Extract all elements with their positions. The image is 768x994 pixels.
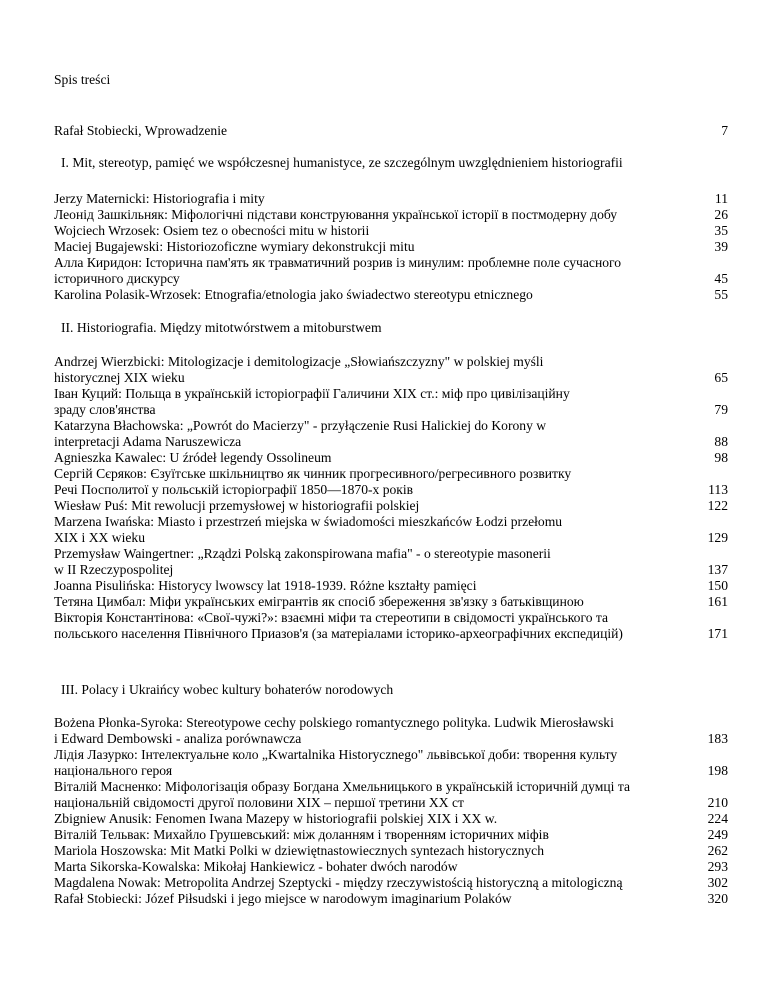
toc-entry: [54, 875, 728, 891]
toc-entry-row: [54, 875, 728, 891]
toc-entry-row: [54, 827, 728, 843]
toc-entry-title: Bożena Płonka-Syroka: Stereotypowe cechy polskiego romantycznego polityka. Ludwik Mierosławski: [54, 715, 614, 730]
toc-entry-row: [54, 859, 728, 875]
toc-entry-title: Maciej Bugajewski: Historiozoficzne wymiary dekonstrukcji mitu: [54, 239, 415, 254]
toc-entry-page: 129: [707, 530, 728, 545]
toc-entry: [54, 386, 728, 418]
toc-entry-page: 35: [714, 223, 728, 238]
toc-entry-row: [54, 207, 728, 223]
toc-entry: [54, 191, 728, 207]
toc-entry: [54, 715, 728, 747]
toc-entry-title: Joanna Pisulińska: Historycy lwowscy lat 1918-1939. Różne kształty pamięci: [54, 578, 477, 593]
toc-entry-page: 55: [714, 287, 728, 302]
toc-entry: [54, 811, 728, 827]
toc-entry: [54, 450, 728, 466]
toc-entry-page: 183: [707, 731, 728, 746]
toc-entry-row: [54, 223, 728, 239]
toc-entry: [54, 747, 728, 779]
toc-entry-row: [54, 843, 728, 859]
toc-entry-row: [54, 731, 728, 747]
page-title: Spis treści: [54, 72, 111, 87]
toc-entry-title: Mariola Hoszowska: Mit Matki Polki w dziewiętnastowiecznych syntezach historycznych: [54, 843, 545, 858]
section-1-entries: [54, 191, 728, 303]
toc-entry-page: 171: [707, 626, 728, 641]
toc-entry-page: 302: [707, 875, 728, 890]
toc-entry-title: Wiesław Puś: Mit rewolucji przemysłowej w historiografii polskiej: [54, 498, 420, 513]
toc-entry: [54, 610, 728, 642]
toc-entry-row: [54, 370, 728, 386]
toc-entry-title: Rafał Stobiecki: Józef Piłsudski i jego miejsce w narodowym imaginarium Polaków: [54, 891, 512, 906]
toc-entry: [54, 859, 728, 875]
toc-entry-page: 26: [714, 207, 728, 222]
toc-entry-page: 293: [707, 859, 728, 874]
toc-entry-title: Magdalena Nowak: Metropolita Andrzej Szeptycki - między rzeczywistością historyczną a mitologiczną: [54, 875, 623, 890]
toc-entry-page: 98: [714, 450, 728, 465]
toc-entry-title: Przemysław Waingertner: „Rządzi Polską zakonspirowana mafia" - o stereotypie masonerii: [54, 546, 551, 561]
toc-entry-title: Zbigniew Anusik: Fenomen Iwana Mazepy w historiografii polskiej XIX i XX w.: [54, 811, 498, 826]
toc-entry-page: 113: [708, 482, 728, 497]
toc-entry-title: historycznej XIX wieku: [54, 370, 185, 385]
toc-entry-page: 11: [714, 191, 728, 206]
toc-entry: [54, 546, 728, 578]
toc-entry-row: [54, 402, 728, 418]
toc-entry-page: 122: [707, 498, 728, 513]
toc-entry-page: 262: [707, 843, 728, 858]
toc-entry-row: [54, 287, 728, 303]
toc-entry-title: Agnieszka Kawalec: U źródeł legendy Ossolineum: [54, 450, 332, 465]
toc-entry-title: Karolina Polasik-Wrzosek: Etnografia/etnologia jako świadectwo stereotypu etnicznego: [54, 287, 533, 302]
toc-entry-title: Marta Sikorska-Kowalska: Mikołaj Hankiewicz - bohater dwóch narodów: [54, 859, 458, 874]
toc-entry: [54, 594, 728, 610]
toc-entry-title: Тетяна Цимбал: Міфи українських емігрантів як спосіб збереження зв'язку з батьківщиною: [54, 594, 584, 609]
toc-entry-title: зраду слов'янства: [54, 402, 156, 417]
toc-entry-row: [54, 271, 728, 287]
toc-entry: [54, 223, 728, 239]
toc-entry: [54, 498, 728, 514]
toc-entry-row: [54, 578, 728, 594]
toc-entry-row: [54, 498, 728, 514]
toc-entry-title: Jerzy Maternicki: Historiografia i mity: [54, 191, 265, 206]
toc-entry-title: w II Rzeczypospolitej: [54, 562, 174, 577]
section-3-entries: [54, 715, 728, 907]
toc-entry-title: i Edward Dembowski - analiza porównawcza: [54, 731, 302, 746]
toc-entry-title: Іван Куций: Польща в українській історіографії Галичини XIX ст.: міф про цивілізаційну: [54, 386, 570, 401]
toc-entry: [54, 466, 728, 498]
toc-entry-page: 161: [707, 594, 728, 609]
toc-entry-row: [54, 811, 728, 827]
toc-entry-title: Rafał Stobiecki, Wprowadzenie: [54, 123, 228, 138]
toc-entry-row: [54, 434, 728, 450]
toc-entry: [54, 287, 728, 303]
section-heading-3: III. Polacy i Ukraińcy wobec kultury bohaterów norodowych: [61, 682, 394, 697]
toc-entry-title: Сергій Сєряков: Єзуїтське шкільництво як чинник прогресивного/регресивного розвитку: [54, 466, 572, 481]
toc-entry: [54, 779, 728, 811]
toc-entry-title: національного героя: [54, 763, 173, 778]
toc-entry-page: 320: [707, 891, 728, 906]
toc-entry-title: interpretacji Adama Naruszewicza: [54, 434, 242, 449]
toc-entry: [54, 843, 728, 859]
toc-entry-page: 150: [707, 578, 728, 593]
toc-entry-page: 224: [707, 811, 728, 826]
toc-entry-page: 210: [707, 795, 728, 810]
toc-entry-row: [54, 795, 728, 811]
toc-entry-row: [54, 482, 728, 498]
toc-entry: [54, 239, 728, 255]
toc-entry-row: [54, 450, 728, 466]
toc-entry-row: [54, 626, 728, 642]
toc-entry-page: 198: [707, 763, 728, 778]
toc-entry-title: Andrzej Wierzbicki: Mitologizacje i demitologizacje „Słowiańszczyzny" w polskiej myśli: [54, 354, 544, 369]
toc-entry-title: національній свідомості другої половини XIX – першої третини XX ст: [54, 795, 464, 810]
toc-entry-title: польського населення Північного Приазов'я (за матеріалами історико-археографічних експедицій): [54, 626, 623, 641]
section-2-entries: [54, 354, 728, 642]
toc-entry: [54, 418, 728, 450]
toc-entry-row: [54, 891, 728, 907]
toc-entry: [54, 578, 728, 594]
toc-entry-title: Marzena Iwańska: Miasto i przestrzeń miejska w świadomości mieszkańców Łodzi przełomu: [54, 514, 563, 529]
toc-entry: [54, 514, 728, 546]
toc-entry-title: XIX i XX wieku: [54, 530, 145, 545]
toc-entry-title: Алла Киридон: Історична пам'ять як травматичний розрив із минулим: проблемне поле сучасного: [54, 255, 622, 270]
toc-entry-title: Katarzyna Błachowska: „Powrót do Macierzy" - przyłączenie Rusi Halickiej do Korony w: [54, 418, 547, 433]
toc-entry-title: Вікторія Константінова: «Свої-чужі?»: взаємні міфи та стереотипи в свідомості українського та: [54, 610, 609, 625]
toc-entry-row: [54, 239, 728, 255]
toc-entry-page: 65: [714, 370, 728, 385]
toc-entry-title: історичного дискурсу: [54, 271, 180, 286]
toc-entry-page: 249: [707, 827, 728, 842]
toc-entry-page: 39: [714, 239, 728, 254]
toc-entry-title: Віталій Тельвак: Михайло Грушевський: між доланням і творенням історичних міфів: [54, 827, 549, 842]
toc-entry-title: Речі Посполитої у польській історіографії 1850—1870-х років: [54, 482, 414, 497]
toc-entry-row: [54, 530, 728, 546]
toc-entry-page: 79: [714, 402, 728, 417]
toc-entry-title: Лідія Лазурко: Інтелектуальне коло „Kwartalnika Historycznego" львівської доби: творення культу: [54, 747, 618, 762]
toc-entry-page: 137: [707, 562, 728, 577]
toc-entry-row: [54, 763, 728, 779]
toc-entry: [54, 255, 728, 287]
toc-entry-row: [54, 562, 728, 578]
toc-entry-page: 45: [714, 271, 728, 286]
toc-entry-title: Wojciech Wrzosek: Osiem tez o obecności mitu w historii: [54, 223, 370, 238]
toc-entry-row: [54, 594, 728, 610]
toc-entry: [54, 891, 728, 907]
toc-entry-title: Віталій Масненко: Міфологізація образу Богдана Хмельницького в українській історичній думці та: [54, 779, 630, 794]
toc-entry-intro: [54, 123, 728, 139]
toc-entry-row: [54, 191, 728, 207]
section-heading-2: II. Historiografia. Między mitotwórstwem a mitoburstwem: [61, 320, 382, 335]
toc-entry: [54, 354, 728, 386]
toc-entry: [54, 207, 728, 223]
toc-entry-page: 7: [721, 123, 728, 138]
toc-entry: [54, 827, 728, 843]
toc-entry-title: Леонід Зашкільняк: Міфологічні підстави конструювання української історії в постмодерну добу: [54, 207, 618, 222]
section-heading-1: I. Mit, stereotyp, pamięć we współczesnej humanistyce, ze szczególnym uwzględnieniem historiografii: [61, 155, 623, 170]
toc-entry-page: 88: [714, 434, 728, 449]
